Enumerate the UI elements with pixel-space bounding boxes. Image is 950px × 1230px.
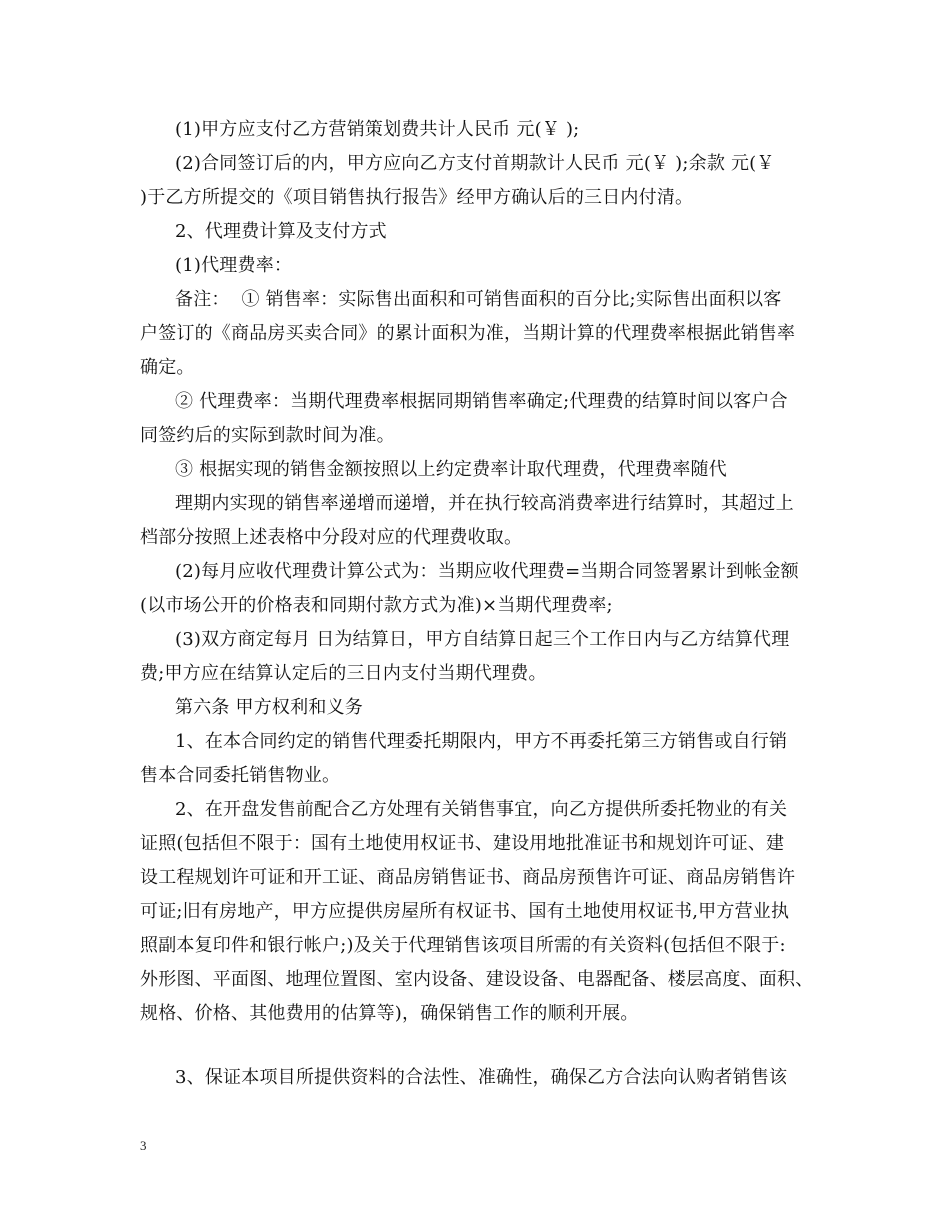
page-number: 3 — [140, 1138, 147, 1153]
text-line: 档部分按照上述表格中分段对应的代理费收取。 — [140, 527, 523, 548]
text-line: 设工程规划许可证和开工证、商品房销售证书、商品房预售许可证、商品房销售许 — [140, 867, 796, 888]
text-line: 规格、价格、其他费用的估算等)，确保销售工作的顺利开展。 — [140, 1003, 639, 1024]
text-line: 可证;旧有房地产，甲方应提供房屋所有权证书、国有土地使用权证书,甲方营业执 — [140, 901, 790, 922]
text-line: (1)代理费率： — [175, 255, 293, 276]
text-line: (2)每月应收代理费计算公式为：当期应收代理费=当期合同签署累计到帐金额 — [175, 561, 799, 582]
text-line: ② 代理费率：当期代理费率根据同期销售率确定;代理费的结算时间以客户合 — [175, 391, 788, 412]
text-line: 照副本复印件和银行帐户;)及关于代理销售该项目所需的有关资料(包括但不限于: — [140, 935, 786, 956]
text-line: 备注： ① 销售率：实际售出面积和可销售面积的百分比;实际售出面积以客 — [175, 289, 782, 310]
text-line: 理期内实现的销售率递增而递增，并在执行较高消费率进行结算时，其超过上 — [175, 493, 794, 514]
text-line: 证照(包括但不限于：国有土地使用权证书、建设用地批准证书和规划许可证、建 — [140, 833, 785, 854]
text-line: (以市场公开的价格表和同期付款方式为准)×当期代理费率; — [140, 595, 613, 616]
text-line: 户签订的《商品房买卖合同》的累计面积为准，当期计算的代理费率根据此销售率 — [140, 323, 796, 344]
section-heading: 第六条 甲方权利和义务 — [175, 697, 363, 718]
text-line: 2、在开盘发售前配合乙方处理有关销售事宜，向乙方提供所委托物业的有关 — [175, 799, 788, 820]
text-line: 确定。 — [140, 357, 195, 378]
text-line: )于乙方所提交的《项目销售执行报告》经甲方确认后的三日内付清。 — [140, 187, 694, 208]
text-line: 售本合同委托销售物业。 — [140, 765, 341, 786]
text-line: 2、代理费计算及支付方式 — [175, 221, 387, 242]
text-line: 同签约后的实际到款时间为准。 — [140, 425, 395, 446]
text-line: 外形图、平面图、地理位置图、室内设备、建设设备、电器配备、楼层高度、面积、 — [140, 969, 814, 990]
text-line: (2)合同签订后的内，甲方应向乙方支付首期款计人民币 元(￥ );余款 元(￥ — [175, 153, 775, 174]
text-line: 费;甲方应在结算认定后的三日内支付当期代理费。 — [140, 663, 547, 684]
text-line: 3、保证本项目所提供资料的合法性、准确性，确保乙方合法向认购者销售该 — [175, 1067, 788, 1088]
text-line: (3)双方商定每月 日为结算日，甲方自结算日起三个工作日内与乙方结算代理 — [175, 629, 790, 650]
text-line: 1、在本合同约定的销售代理委托期限内，甲方不再委托第三方销售或自行销 — [175, 731, 788, 752]
text-line: ③ 根据实现的销售金额按照以上约定费率计取代理费，代理费率随代 — [175, 459, 727, 480]
text-line: (1)甲方应支付乙方营销策划费共计人民币 元(￥ ); — [175, 119, 580, 140]
